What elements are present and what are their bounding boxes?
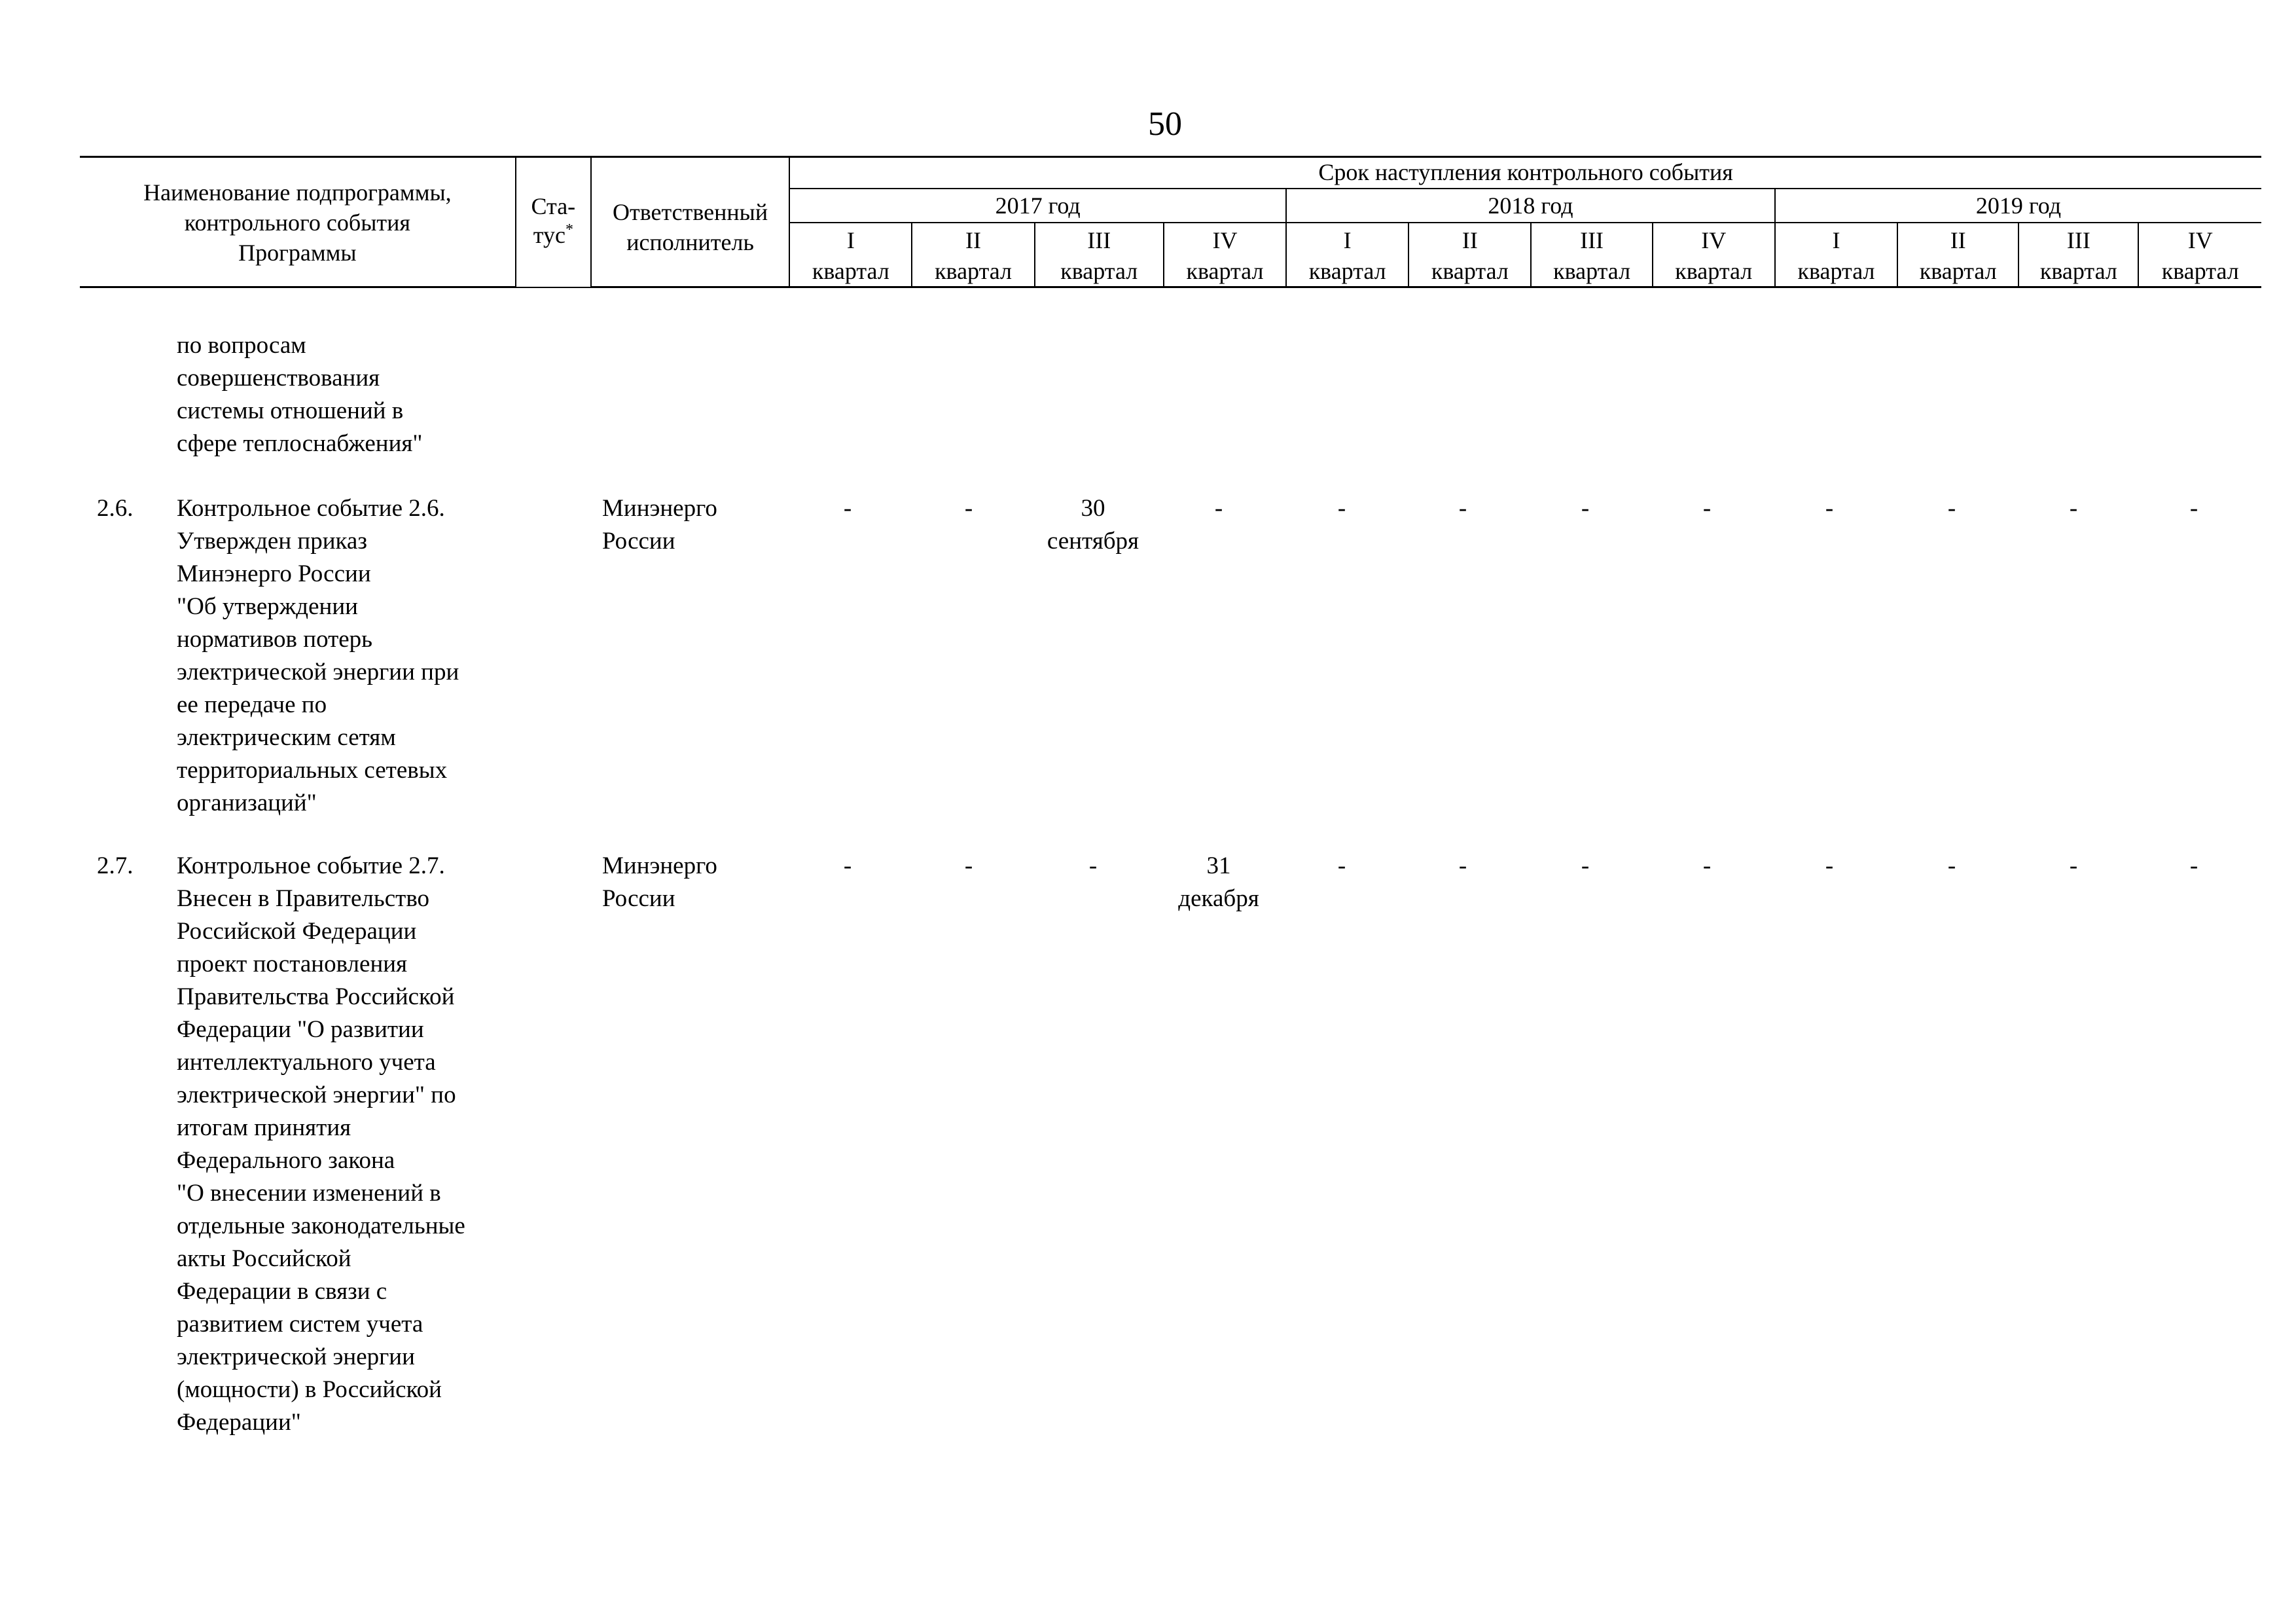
- header-responsible-line: Ответственный: [612, 199, 768, 225]
- quarter-numeral: IV: [1212, 227, 1238, 253]
- header-name-line: Программы: [238, 240, 357, 266]
- header-deadline-title: Срок наступления контрольного события: [789, 157, 2261, 189]
- header-quarter: [1035, 223, 1164, 287]
- quarter-value-line: -: [843, 852, 852, 879]
- quarter-value: [798, 492, 897, 525]
- event-name-line: Минэнерго России: [177, 560, 371, 587]
- quarter-label: квартал: [812, 258, 889, 284]
- quarter-value: [1414, 850, 1512, 883]
- event-name-line: Утвержден приказ: [177, 528, 367, 555]
- page-number: 50: [1148, 105, 1182, 143]
- quarter-value: [1170, 850, 1268, 915]
- event-name-line: "О внесении изменений в: [177, 1180, 441, 1207]
- footnote-mark: *: [565, 221, 573, 238]
- quarter-value: [2024, 492, 2123, 525]
- event-responsible-line: России: [602, 885, 675, 912]
- event-name-line: Российской Федерации: [177, 918, 417, 945]
- schedule-table-header: [80, 156, 2261, 288]
- event-name: [177, 850, 465, 1439]
- quarter-value: [1414, 492, 1512, 525]
- event-name-line: территориальных сетевых: [177, 757, 448, 784]
- event-name-line: развитием систем учета: [177, 1311, 423, 1338]
- header-year-2018: 2018 год: [1286, 189, 1775, 223]
- event-responsible-line: России: [602, 528, 675, 555]
- event-name-line: Федерации в связи с: [177, 1278, 387, 1305]
- quarter-value-line: -: [1947, 852, 1956, 879]
- header-status-line: Ста-: [531, 193, 576, 219]
- quarter-value-line: -: [1825, 495, 1834, 522]
- header-year-2019: 2019 год: [1775, 189, 2261, 223]
- quarter-value: [1780, 492, 1878, 525]
- quarter-value-line: -: [964, 852, 973, 879]
- header-status-line: тус: [533, 222, 565, 248]
- quarter-value: [920, 850, 1018, 883]
- quarter-value: [1044, 492, 1142, 558]
- quarter-numeral: I: [1343, 227, 1352, 253]
- header-quarter: [1286, 223, 1408, 287]
- quarter-value: [1903, 850, 2001, 883]
- quarter-value: [1293, 850, 1391, 883]
- quarter-numeral: II: [1462, 227, 1478, 253]
- quarter-label: квартал: [1919, 258, 1997, 284]
- quarter-numeral: II: [965, 227, 982, 253]
- header-quarter: [1408, 223, 1531, 287]
- header-quarter: [1897, 223, 2018, 287]
- quarter-value-line: -: [1947, 495, 1956, 522]
- event-name-line: интеллектуального учета: [177, 1049, 436, 1076]
- event-name-line: электрической энергии при: [177, 659, 459, 685]
- quarter-value-line: -: [1458, 495, 1467, 522]
- quarter-value: [1658, 850, 1756, 883]
- event-name-line: Внесен в Правительство: [177, 885, 430, 912]
- event-responsible-line: Минэнерго: [602, 852, 717, 879]
- header-quarter: [2138, 223, 2261, 287]
- header-year-2017: 2017 год: [789, 189, 1286, 223]
- quarter-value-line: -: [1825, 852, 1834, 879]
- quarter-value-line: -: [2189, 495, 2198, 522]
- event-name-line: Федерации "О развитии: [177, 1016, 424, 1043]
- quarter-value-line: 31: [1206, 852, 1231, 879]
- event-responsible: [602, 492, 717, 558]
- quarter-label: квартал: [1553, 258, 1631, 284]
- event-name-line: Федерации": [177, 1409, 301, 1436]
- quarter-value-line: -: [843, 495, 852, 522]
- quarter-value-line: декабря: [1178, 885, 1259, 912]
- event-name-line: "Об утверждении: [177, 593, 358, 620]
- quarter-value-line: -: [1337, 852, 1346, 879]
- header-quarter: [789, 223, 912, 287]
- quarter-value-line: -: [1581, 495, 1590, 522]
- event-name: [177, 492, 459, 820]
- header-responsible-line: исполнитель: [626, 229, 754, 255]
- quarter-label: квартал: [1431, 258, 1509, 284]
- quarter-value-line: -: [1088, 852, 1098, 879]
- quarter-value: [1044, 850, 1142, 883]
- quarter-value-line: -: [2189, 852, 2198, 879]
- quarter-label: квартал: [1308, 258, 1386, 284]
- quarter-value: [1536, 492, 1634, 525]
- header-quarter: [1653, 223, 1775, 287]
- quarter-label: квартал: [1060, 258, 1138, 284]
- continuation-text: [177, 329, 423, 460]
- event-responsible-line: Минэнерго: [602, 495, 717, 522]
- quarter-label: квартал: [935, 258, 1013, 284]
- event-name-line: Контрольное событие 2.7.: [177, 852, 445, 879]
- quarter-value: [1293, 492, 1391, 525]
- quarter-value-line: -: [1702, 495, 1712, 522]
- quarter-value: [920, 492, 1018, 525]
- quarter-value: [798, 850, 897, 883]
- event-name-line: Контрольное событие 2.6.: [177, 495, 445, 522]
- event-responsible: [602, 850, 717, 915]
- quarter-value-line: -: [2069, 852, 2078, 879]
- event-name-line: электрической энергии: [177, 1343, 415, 1370]
- event-name-line: отдельные законодательные: [177, 1213, 465, 1239]
- quarter-numeral: III: [1087, 227, 1111, 253]
- quarter-numeral: IV: [1701, 227, 1727, 253]
- event-number: 2.6.: [97, 495, 134, 522]
- quarter-label: квартал: [2039, 258, 2117, 284]
- header-name-line: контрольного события: [184, 210, 410, 236]
- header-status-column: [516, 157, 591, 287]
- quarter-value: [1170, 492, 1268, 525]
- quarter-value-line: 30: [1081, 495, 1105, 522]
- event-name-line: электрическим сетям: [177, 724, 396, 751]
- event-name-line: акты Российской: [177, 1245, 351, 1272]
- header-quarter: [1531, 223, 1652, 287]
- quarter-value-line: -: [1214, 495, 1223, 522]
- quarter-value-line: -: [2069, 495, 2078, 522]
- quarter-label: квартал: [1797, 258, 1875, 284]
- quarter-value-line: -: [1458, 852, 1467, 879]
- event-name-line: ее передаче по: [177, 691, 327, 718]
- event-name-line: (мощности) в Российской: [177, 1376, 442, 1403]
- quarter-value: [2024, 850, 2123, 883]
- event-name-line: Федерального закона: [177, 1147, 395, 1174]
- quarter-label: квартал: [1186, 258, 1264, 284]
- continuation-line: сфере теплоснабжения": [177, 430, 423, 457]
- quarter-value: [2145, 850, 2243, 883]
- quarter-numeral: II: [1950, 227, 1966, 253]
- quarter-numeral: I: [846, 227, 855, 253]
- quarter-value: [2145, 492, 2243, 525]
- event-name-line: Правительства Российской: [177, 983, 455, 1010]
- header-responsible-column: [591, 157, 789, 287]
- quarter-value-line: -: [1702, 852, 1712, 879]
- quarter-label: квартал: [1675, 258, 1753, 284]
- continuation-line: по вопросам: [177, 332, 306, 359]
- continuation-line: совершенствования: [177, 365, 380, 392]
- event-name-line: итогам принятия: [177, 1114, 351, 1141]
- header-quarter: [2018, 223, 2138, 287]
- quarter-numeral: IV: [2187, 227, 2213, 253]
- quarter-value: [1903, 492, 2001, 525]
- header-name-line: Наименование подпрограммы,: [143, 179, 452, 206]
- header-name-column: [80, 157, 516, 287]
- quarter-numeral: I: [1832, 227, 1840, 253]
- continuation-line: системы отношений в: [177, 397, 404, 424]
- quarter-value-line: -: [1337, 495, 1346, 522]
- quarter-numeral: III: [1580, 227, 1604, 253]
- header-quarter: [1164, 223, 1286, 287]
- event-name-line: электрической энергии" по: [177, 1082, 456, 1108]
- quarter-value-line: -: [1581, 852, 1590, 879]
- event-name-line: организаций": [177, 790, 317, 816]
- event-name-line: нормативов потерь: [177, 626, 373, 653]
- quarter-value: [1780, 850, 1878, 883]
- quarter-value: [1536, 850, 1634, 883]
- event-number: 2.7.: [97, 852, 134, 879]
- quarter-value-line: сентября: [1047, 528, 1139, 555]
- quarter-label: квартал: [2161, 258, 2239, 284]
- header-quarter: [1775, 223, 1897, 287]
- header-quarter: [912, 223, 1034, 287]
- event-name-line: проект постановления: [177, 951, 408, 977]
- quarter-value: [1658, 492, 1756, 525]
- quarter-value-line: -: [964, 495, 973, 522]
- quarter-numeral: III: [2066, 227, 2090, 253]
